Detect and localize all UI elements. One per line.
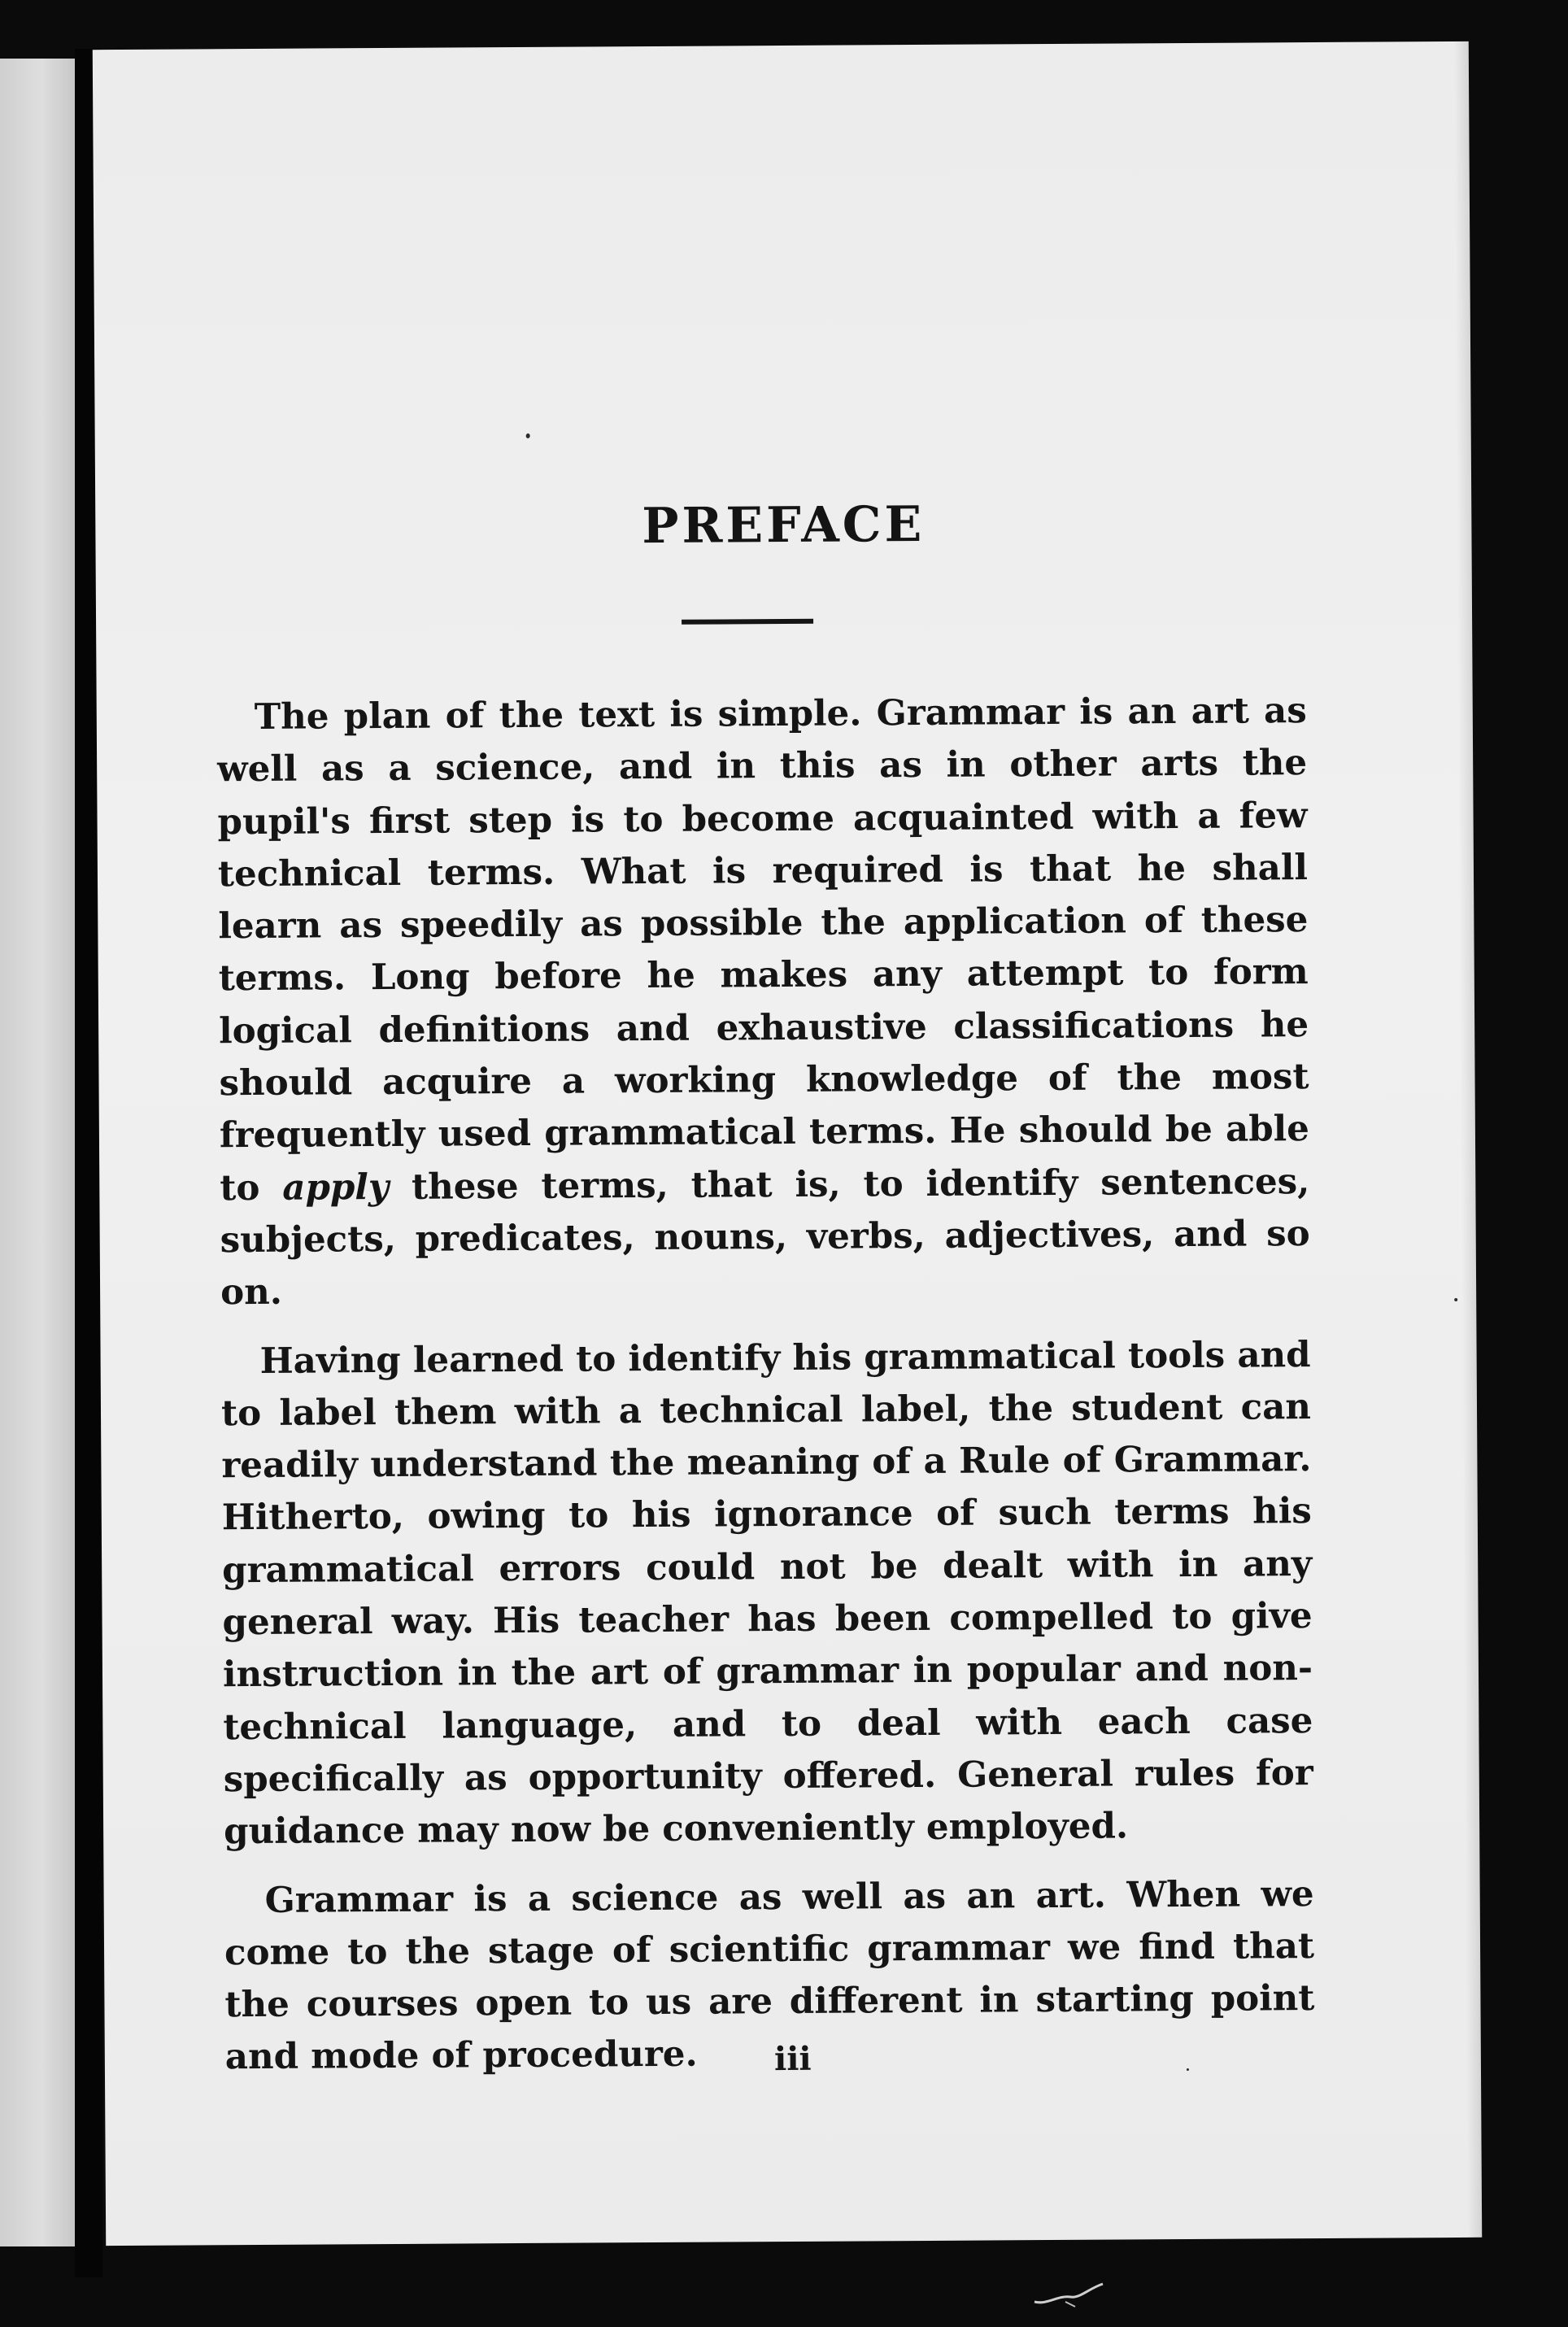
page-edge-shadow — [1454, 41, 1482, 2238]
paragraph-1 — [217, 685, 1311, 1319]
page-title: PREFACE — [642, 495, 926, 556]
print-speck — [1454, 1298, 1457, 1301]
paragraph-1-emphasis: apply — [282, 1166, 390, 1209]
previous-page-edge — [0, 59, 75, 2246]
paragraph-1-text-b: these terms, that is, to identify sentences, subjects, predicates, nouns, verbs, adjectives, and so on. — [220, 1160, 1310, 1314]
paragraph-3: Grammar is a science as well as an art. When we come to the stage of scientific grammar we find that the courses open to us are different in starting point and mode of procedure. — [224, 1872, 1315, 2078]
book-page — [93, 41, 1482, 2246]
title-rule — [682, 619, 813, 625]
scan-artifact-mark — [1033, 2277, 1106, 2310]
print-speck — [526, 434, 530, 438]
preface-body — [217, 685, 1316, 2100]
paragraph-2: Having learned to identify his grammatical tools and to label them with a technical label, the student can readily understand the meaning of a Rule of Grammar. Hitherto, owing to his ignorance of such terms his grammatical errors could not be dealt with in any general way. His teacher has been compelled to give instruction in the art of grammar in popular and non-technical language, and to deal with each case specifically as opportunity offered. General rules for guidance may now be conveniently employed. — [220, 1333, 1313, 1853]
paragraph-1-text-a: The plan of the text is simple. Grammar is an art as well as a science, and in this as in other arts the pupil's first step is to become acquainted with a few technical terms. What is required is that he shall learn as speedily as possible the application of these terms. Long before he makes any attempt to form logical definitions and exhaustive classifications he should acquire a working knowledge of the most frequently used grammatical terms. He should be able to — [217, 690, 1310, 1209]
page-number: iii — [773, 2039, 812, 2079]
